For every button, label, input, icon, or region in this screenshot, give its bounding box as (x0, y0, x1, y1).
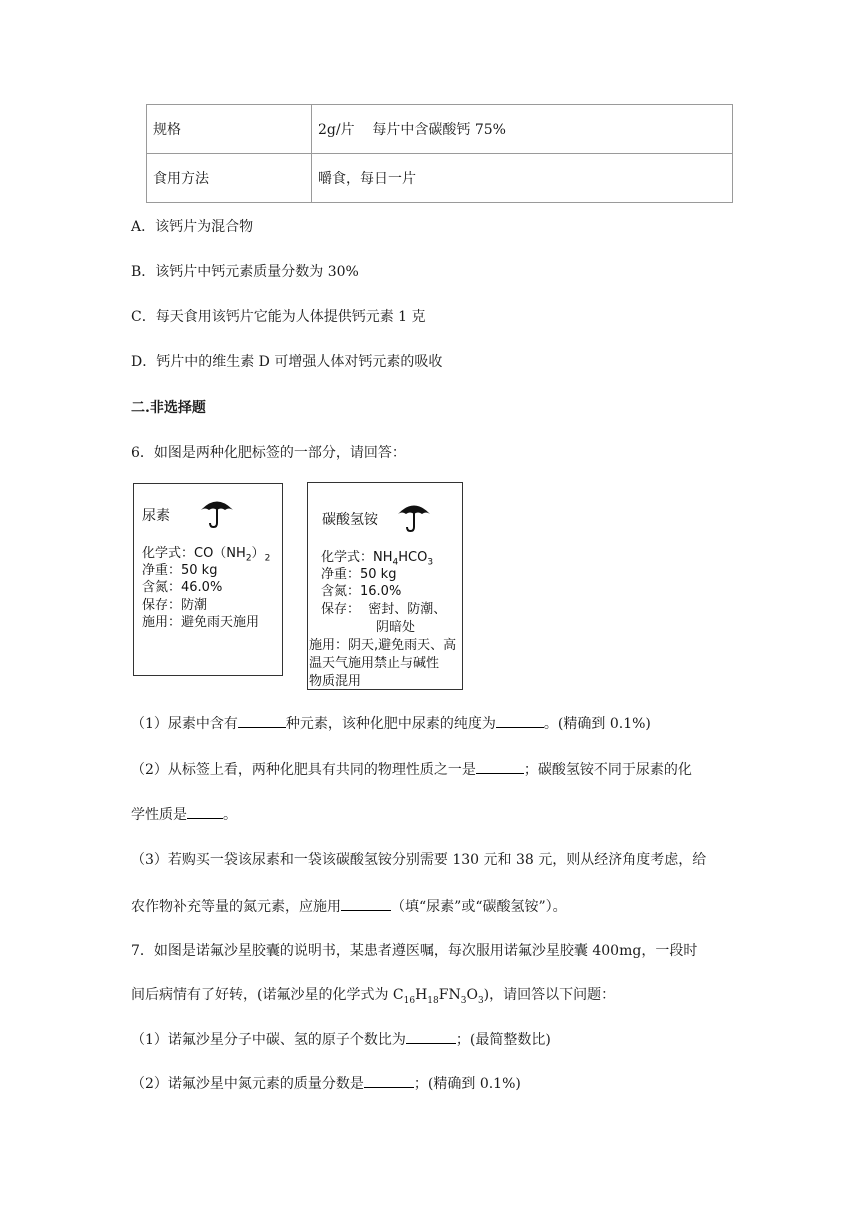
urea-nitrogen: 含氮：46.0% (142, 580, 223, 595)
ammonium-bicarbonate-usage-line2: 温天气施用禁止与碱性 (309, 656, 440, 671)
question-6-part-2-cont: 学性质是 。 (131, 804, 237, 825)
ammonium-bicarbonate-weight: 净重：50 kg (321, 567, 397, 582)
urea-weight: 净重：50 kg (142, 563, 218, 578)
urea-storage: 保存：防潮 (142, 598, 208, 613)
answer-blank[interactable] (364, 1073, 414, 1088)
ammonium-bicarbonate-storage: 保存： 密封、防潮、 (321, 602, 447, 617)
umbrella-icon (200, 497, 234, 529)
question-6-part-2: （2）从标签上看，两种化肥具有共同的物理性质之一是 ；碳酸氢铵不同于尿素的化 (131, 759, 692, 780)
ammonium-bicarbonate-formula: 化学式：$NH_4HCO_3$ (321, 550, 434, 568)
urea-usage: 施用：避免雨天施用 (142, 615, 260, 630)
ammonium-bicarbonate-storage-cont: 阴暗处 (376, 620, 416, 635)
answer-blank[interactable] (476, 759, 524, 774)
table-cell-label: 规格 (147, 105, 312, 154)
option-c: C．每天食用该钙片它能为人体提供钙元素 1 克 (131, 309, 426, 325)
option-d: D．钙片中的维生素 D 可增强人体对钙元素的吸收 (131, 354, 443, 370)
question-7-part-1: （1）诺氟沙星分子中碳、氢的原子个数比为 ；(最简整数比) (131, 1029, 551, 1050)
umbrella-icon (397, 501, 431, 533)
option-b: B．该钙片中钙元素质量分数为 30% (131, 264, 359, 280)
table-row (147, 105, 733, 154)
question-6-part-3-cont: 农作物补充等量的氮元素，应施用 （填“尿素”或“碳酸氢铵”）。 (131, 896, 567, 917)
table-cell-value: 2g/片 每片中含碳酸钙 75% (312, 105, 733, 154)
answer-blank[interactable] (238, 713, 286, 728)
answer-blank[interactable] (406, 1029, 456, 1044)
ammonium-bicarbonate-usage-line3: 物质混用 (309, 674, 362, 689)
urea-name: 尿素 (142, 508, 170, 524)
question-7-part-2: （2）诺氟沙星中氮元素的质量分数是 ；(精确到 0.1%) (131, 1073, 521, 1094)
answer-blank[interactable] (496, 713, 544, 728)
ammonium-bicarbonate-nitrogen: 含氮：16.0% (321, 584, 402, 599)
table-cell-label: 食用方法 (147, 154, 312, 203)
urea-label (133, 483, 283, 676)
section-heading: 二.非选择题 (131, 400, 206, 416)
spec-table (146, 104, 733, 203)
question-6-part-3: （3）若购买一袋该尿素和一袋该碳酸氢铵分别需要 130 元和 38 元，则从经济角度考虑，给 (131, 852, 707, 868)
question-6-part-1: （1）尿素中含有 种元素，该种化肥中尿素的纯度为 。(精确到 0.1%) (131, 713, 651, 734)
question-7-stem-cont: 间后病情有了好转，(诺氟沙星的化学式为 $C_{16}H_{18}FN_3O_3$)，请回答以下问题： (131, 987, 616, 1006)
question-7-stem: 7．如图是诺氟沙星胶囊的说明书，某患者遵医嘱，每次服用诺氟沙星胶囊 400mg，一段时 (131, 943, 698, 959)
question-6-stem: 6．如图是两种化肥标签的一部分，请回答： (131, 445, 406, 461)
urea-formula: 化学式：$CO(NH_2)_2$ (142, 546, 271, 564)
table-row (147, 154, 733, 203)
ammonium-bicarbonate-label (307, 482, 463, 690)
ammonium-bicarbonate-name: 碳酸氢铵 (322, 512, 378, 528)
ammonium-bicarbonate-usage-line1: 施用：阴天,避免雨天、高 (309, 638, 457, 653)
option-a: A．该钙片为混合物 (131, 219, 254, 235)
answer-blank[interactable] (341, 896, 391, 911)
answer-blank[interactable] (187, 804, 223, 819)
table-cell-value: 嚼食，每日一片 (312, 154, 733, 203)
